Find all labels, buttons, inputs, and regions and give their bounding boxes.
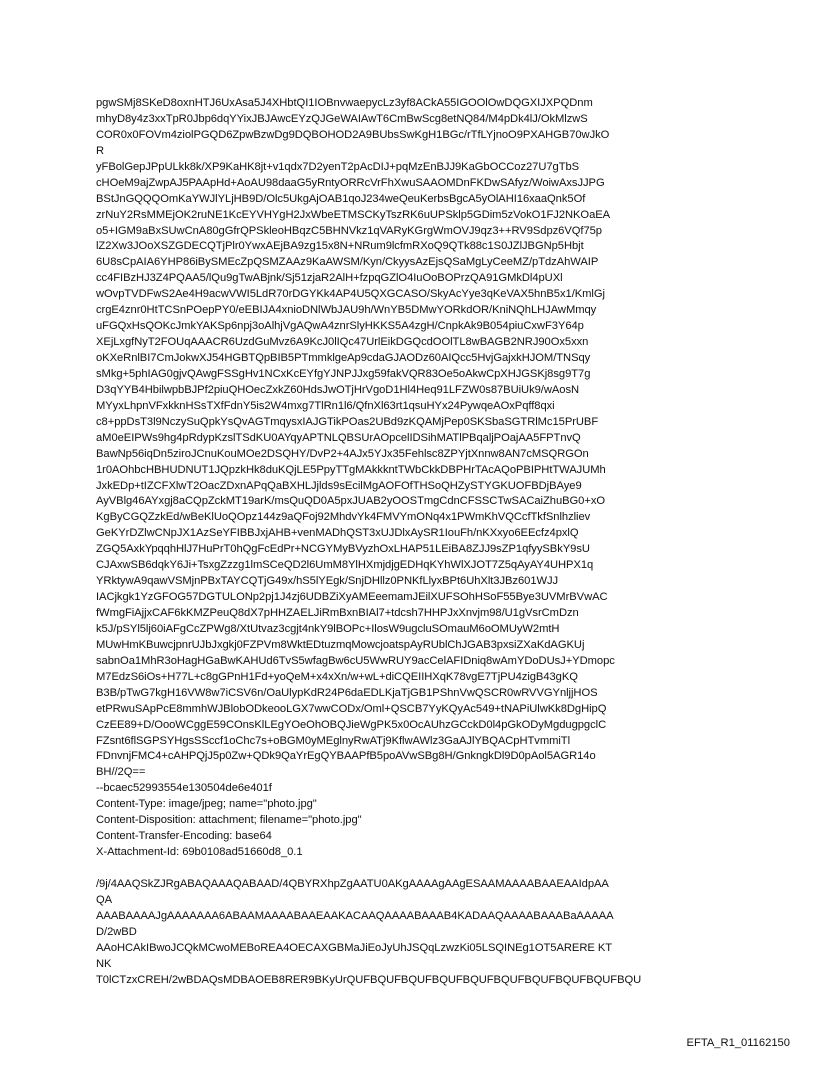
- document-line: QA: [96, 893, 113, 906]
- document-line: aM0eEIPWs9hg4pRdypKzslTSdKU0AYqyAPTNLQBSUrAOpcelIDSihMATlPBqaljPOajAA5FPTnvQ: [96, 431, 581, 444]
- document-line: pgwSMj8SKeD8oxnHTJ6UxAsa5J4XHbtQI1IOBnvwaepycLz3yf8ACkA55IGOOlOwDQGXIJXPQDnm: [96, 97, 593, 109]
- document-line: AAABAAAAJgAAAAAAA6ABAAMAAAABAAEAAKACAAQAAAABAAAB4KADAAQAAAABAAABaAAAAA: [96, 909, 614, 922]
- document-line: YRktywA9qawVSMjnPBxTAYCQTjG49x/hS5lYEgk/SnjDHllz0PNKfLlyxBPt6UhXlt3JBz601WJJ: [96, 575, 559, 588]
- document-line: FZsnt6flSGPSYHgsSSccf1oChc7s+oBGM0yMEglnyRwATj9KflwAWlz3GaAJlYBQACpHTvmmiTl: [96, 734, 571, 747]
- document-line: lZ2Xw3JOoXSZGDECQTjPlr0YwxAEjBA9zg15x8N+NRum9lcfmRXoQ9QTk88c1S0JZlJBGNp5Hbjt: [96, 240, 584, 253]
- document-line: etPRwuSApPcE8mmhWJBlobODkeooLGX7wwCODx/Oml+QSCB7YyKQyAc549+tNAPiUlwKk8DgHipQ: [96, 702, 607, 715]
- document-line: D3qYYB4HbilwpbBJPf2piuQHOecZxkZ60HdsJwOTjHrVgoD1Hl4Heq91LFZW0s87BUiUk9/wAosN: [96, 383, 580, 396]
- document-line: FDnvnjFMC4+cAHPQjJ5p0Zw+QDk9QaYrEgQYBAAPfB5poAVwSBg8H/GnkngkDl9D0pAol5AGR14o: [96, 750, 596, 763]
- document-line: sabnOa1MhR3oHagHGaBwKAHUd6TvS5wfagBw6cU5WwRUY9acCelAFIDniq8wAmYDoDUsJ+YDmopc: [96, 654, 615, 667]
- document-line: zrNuY2RsMMEjOK2ruNE1KcEYVHYgH2JxWbeETMSCKyTszRK6uUPSklp5GDim5zVokO1FJ2NKOaEA: [96, 208, 611, 221]
- document-line: D/2wBD: [96, 925, 137, 938]
- document-line: MYyxLhpnVFxkknHSsTXfFdnY5is2W4mxg7TlRn1l6/QfnXl63rt1qsuHYx24PywqeAOxPqff8qxi: [96, 399, 555, 412]
- document-line: T0lCTzxCREH/2wBDAQsMDBAOEB8RER9BKyUrQUFBQUFBQUFBQUFBQUFBQUFBQUFBQUFBQUFBQU: [96, 973, 642, 986]
- document-line: R: [96, 144, 105, 157]
- document-line: IACjkgk1YzGFOG57DGTULONp2pj1J4zj6UDBZiXyAMEeemamJEilXUFSOhHSoF55Bye3UVMrBVwAC: [96, 591, 608, 604]
- document-line: Content-Transfer-Encoding: base64: [96, 830, 272, 843]
- document-line: NK: [96, 957, 112, 970]
- document-line: cc4FIBzHJ3Z4PQAA5/lQu9gTwABjnk/Sj51zjaR2AlH+fzpqGZlO4IuOoBOPrzQA91GMkDl4pUXl: [96, 272, 563, 285]
- document-line: uFGQxHsQOKcJmkYAKSp6npj3oAlhjVgAQwA4znrSlyHKKS5A4zgH/CnpkAk9B054piuCxwF3Y64p: [96, 320, 584, 333]
- document-line: KgByCGQZzkEd/wBeKlUoQOpz144z9aQFoj92MhdvYk4FMVYmONq4x1PWmKhVQCcfTkfSnlhzliev: [96, 511, 591, 524]
- document-line: M7EdzS6iOs+H77L+c8gGPnH1Fd+yoQeM+x4xXn/w+wL+diCQEIIHXqK78vgE7TjPU4zigB43gKQ: [96, 670, 578, 683]
- document-line: Content-Disposition: attachment; filename="photo.jpg": [96, 814, 362, 827]
- bates-number: EFTA_R1_01162150: [686, 1037, 790, 1049]
- document-line: sMkg+5phIAG0gjvQAwgFSSgHv1NCxKcEYfgYJNPJJxg59fakVQR83Oe5oAkwCpXHJGSKj8sg9T7g: [96, 367, 591, 380]
- document-line: k5J/pSYl5lj60iAFgCcZPWg8/XtUtvaz3cgjt4nkY9lBOPc+IlosW9ugcluSOmauM6oOMUyW2mtH: [96, 622, 560, 635]
- document-line: mhyD8y4z3xxTpR0Jbp6dqYYixJBJAwcEYzQJGeWAIAwT6CmBwScg8etNQ84/M4pDk4lJ/OkMlzwS: [96, 112, 588, 125]
- document-line: fWmgFiAjjxCAF6kKMZPeuQ8dX7pHHZAELJiRmBxnBIAl7+tdcsh7HHPJxXnvjm98/U1gVsrCmDzn: [96, 607, 579, 619]
- document-line: oKXeRnlBI7CmJokwXJ54HGBTQpBIB5PTmmklgeAp9cdaGJAODz60AIQcc5HvjGajxkHJOM/TNSqy: [96, 352, 591, 364]
- document-line: 1r0AOhbcHBHUDNUT1JQpzkHk8duKQjLE5PpyTTgMAkkkntTWbCkkDBPHrTAcAQoPBIPHtTWAJUMh: [96, 463, 606, 476]
- document-line: [96, 861, 726, 877]
- document-line: JxkEDp+tIZCFXlwT2OacZDxnAPqQaBXHLJjlds9sEcilMgAOFOfTHSoQHZySTYGKUOFBDjBAye9: [96, 479, 582, 492]
- document-line: XEjLxgfNyT2FOUqAAACR6UzdGuMvz6A9KcJ0lIQc47UrlEikDGQcdOOlTL8wBAGB2NRJ90Ox5xxn: [96, 336, 589, 349]
- document-line: crgE4znr0HtTCSnPOepPY0/eEBIJA4xnioDNlWbJAU9h/WnYB5DMwYORkdOR/KniNQhLHJAwMmqy: [96, 304, 597, 317]
- document-line: o5+IGM9aBxSUwCnA80gGfrQPSkleoHBqzC5BHNVkz1qVARyKGrgWmOVJ9qz3++RV9Sdpz6VQf75p: [96, 224, 602, 237]
- document-line: GeKYrDZlwCNpJX1AzSeYFIBBJxjAHB+venMADhQST3xUJDlxAySR1IouFh/nKXxyo6EEcfz4pxlQ: [96, 527, 579, 540]
- document-line: AyVBlg46AYxgj8aCQpZckMT19arK/msQuQD0A5pxJUAB2yOOSTmgCdnCFSSCTwSACaiZhuBG0+xO: [96, 495, 606, 508]
- document-line: yFBolGepJPpULkk8k/XP9KaHK8jt+v1qdx7D2yenT2pAcDIJ+pqMzEnBJJ9KaGbOCCoz27U7gTbS: [96, 160, 580, 173]
- document-line: 6U8sCpAIA6YHP86iBySMEcZpQSMZAAz9KaAWSM/Kyn/CkyysAzEjsQSaMgLyCeeMZ/pTdzAhWAIP: [96, 256, 599, 269]
- document-line: c8+ppDsT3l9NczySuQpkYsQvAGTmqysxIAJGTikPOas2UBd9zKQAMjPep0SKSbaSGTRlMc15PrUBF: [96, 415, 599, 428]
- document-line: BawNp56iqDn5ziroJCnuKouMOe2DSQHY/DvP2+4AJx5YJx35Fehlsc8ZPYjtXnnw8AN7cMSQRGOn: [96, 447, 589, 460]
- document-line: ZGQ5AxkYpqqhHlJ7HuPrT0hQgFcEdPr+NCGYMyBVyzhOxLHAP51LEiBA8ZJJ9sZP1qfyySBkY9sU: [96, 543, 590, 556]
- document-body: [96, 96, 726, 989]
- document-line: BStJnGQQQOmKaYWJlYLjHB9D/Olc5UkgAjOAB1qoJ234weQeuKerbsBgcA5yOlAHI16xaaQnk5Of: [96, 192, 586, 205]
- document-line: CJAxwSB6dqkY6Ji+TsxgZzzg1lmSCeQD2l6UmM8YlHXmjdjgEDHqKYhWlXJOT7Z5qAyAY4UHPX1q: [96, 559, 594, 572]
- document-line: X-Attachment-Id: 69b0108ad51660d8_0.1: [96, 846, 303, 859]
- document-line: --bcaec52993554e130504de6e401f: [96, 782, 272, 795]
- document-line: BH//2Q==: [96, 766, 146, 779]
- document-line: wOvpTVDFwS2Ae4H9acwVWI5LdR70rDGYKk4AP4U5QXGCASO/SkyAcYye3qKeVAX5hnB5x1/KmlGj: [96, 288, 605, 301]
- document-line: MUwHmKBuwcjpnrUJbJxgkj0FZPVm8WktEDtuzmqMowcjoatspAyRUblChJGAB3pxsiZXaKdAGKUj: [96, 638, 585, 651]
- document-line: cHOeM9ajZwpAJ5PAApHd+AoAU98daaG5yRntyORRcVrFhXwuSAAOMDnFKDwSAfyz/WoiwAxsJJPG: [96, 176, 605, 189]
- document-line: /9j/4AAQSkZJRgABAQAAAQABAAD/4QBYRXhpZgAATU0AKgAAAAgAAgESAAMAAAABAAEAAIdpAA: [96, 877, 609, 890]
- document-line: CzEE89+D/OooWCggE59COnsKlLEgYOeOhOBQJieWgPK5x0OcAUhzGCckD0l4pGkODyMgdugpgclC: [96, 718, 607, 731]
- document-line: B3B/pTwG7kgH16VW8w7iCSV6n/OaUlypKdR24P6daEDLKjaTjGB1PShnVwQSCR0wRVVGYnljjHOS: [96, 686, 598, 699]
- document-line: COR0x0FOVm4ziolPGQD6ZpwBzwDg9DQBOHOD2A9BUbsSwKgH1BGc/rTfLYjnoO9PXAHGB70wJkO: [96, 128, 610, 141]
- document-line: AAoHCAkIBwoJCQkMCwoMEBoREA4OECAXGBMaJiEoJyUhJSQqLzwzKi05LSQINEg1OT5ARERE KT: [96, 941, 613, 954]
- document-line: Content-Type: image/jpeg; name="photo.jpg": [96, 798, 317, 811]
